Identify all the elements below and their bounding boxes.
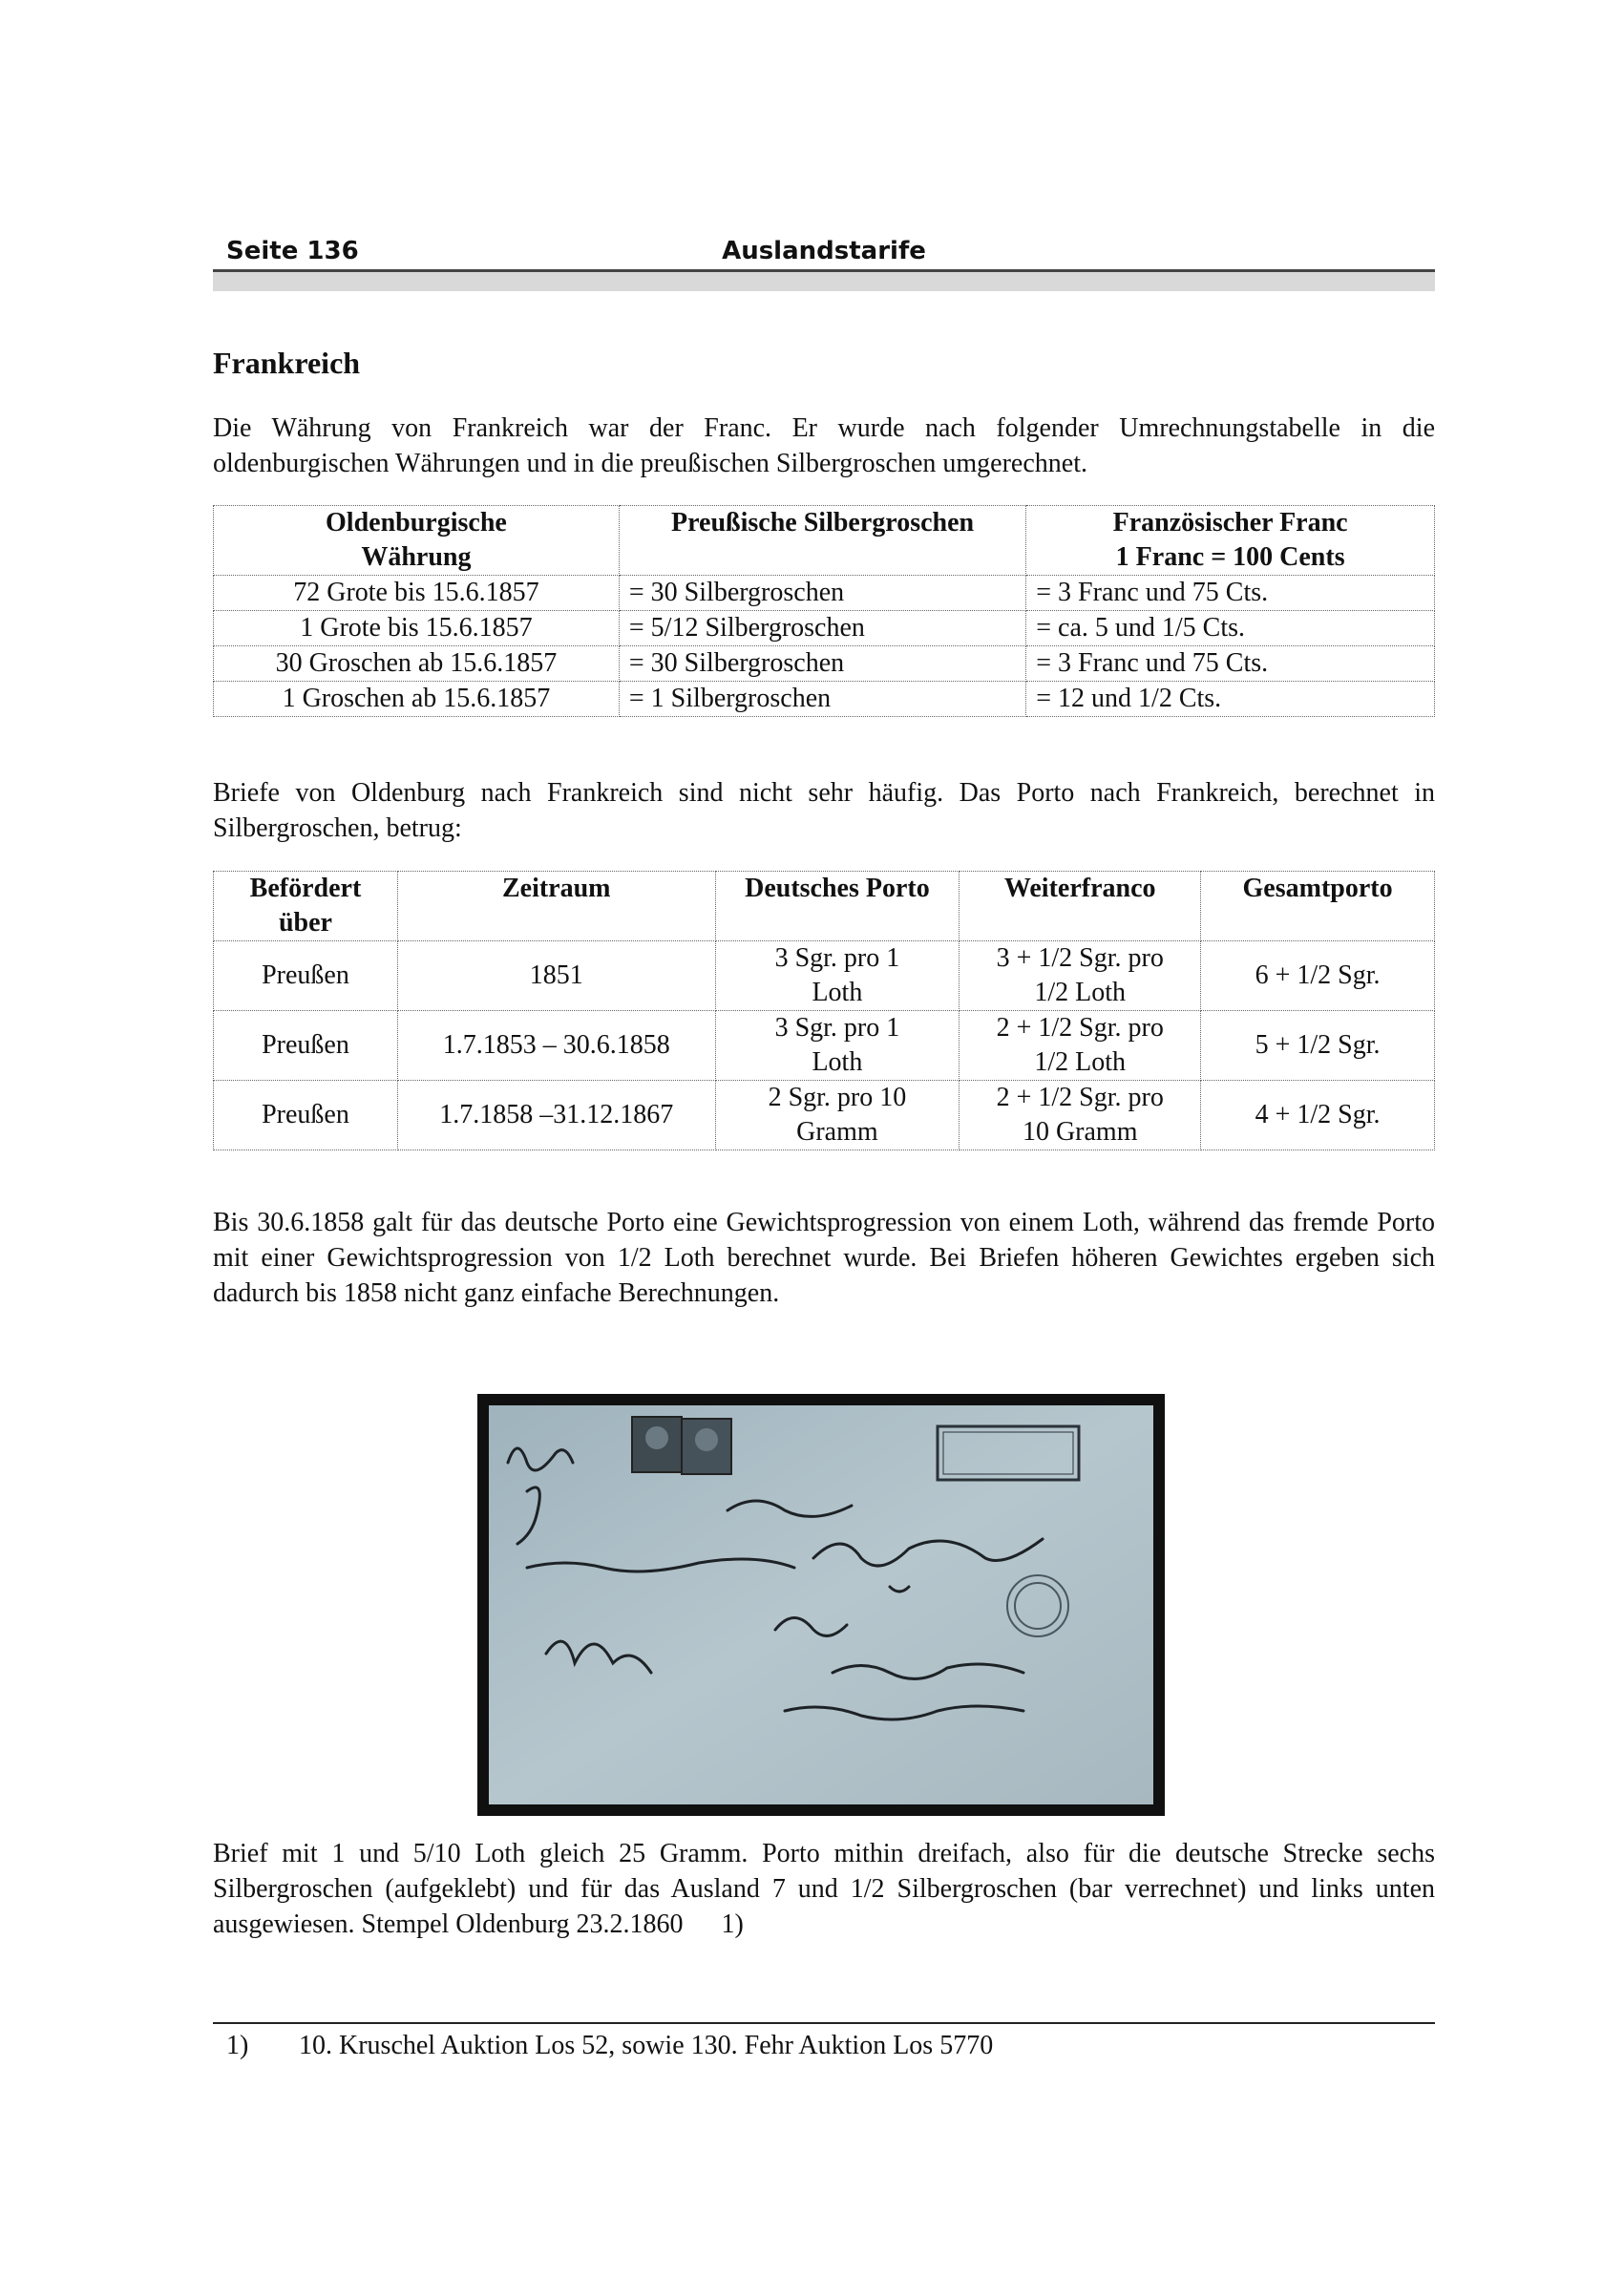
table-cell: 2 Sgr. pro 10 Gramm <box>715 1081 960 1150</box>
column-header: Gesamtporto <box>1201 872 1435 941</box>
table-cell: 1 Groschen ab 15.6.1857 <box>214 682 620 717</box>
column-header: Preußische Silbergroschen <box>619 506 1025 576</box>
table-cell: = 12 und 1/2 Cts. <box>1026 682 1435 717</box>
table-row <box>214 941 1435 1011</box>
table-cell: 1.7.1858 –31.12.1867 <box>397 1081 715 1150</box>
footnote <box>213 2028 993 2063</box>
table-cell: = 30 Silbergroschen <box>619 646 1025 682</box>
table-row <box>214 1011 1435 1081</box>
column-header: Weiterfranco <box>960 872 1201 941</box>
footnote-rule <box>213 2022 1435 2024</box>
table-cell: = ca. 5 und 1/5 Cts. <box>1026 611 1435 646</box>
table-row <box>214 611 1435 646</box>
table-cell: 3 Sgr. pro 1 Loth <box>715 941 960 1011</box>
footnote-number: 1) <box>226 2031 249 2060</box>
table-cell: 6 + 1/2 Sgr. <box>1201 941 1435 1011</box>
section-title: Frankreich <box>213 346 361 380</box>
table-cell: = 30 Silbergroschen <box>619 576 1025 611</box>
table-cell: 3 + 1/2 Sgr. pro 1/2 Loth <box>960 941 1201 1011</box>
letter-image <box>489 1405 1153 1804</box>
table-cell: = 3 Franc und 75 Cts. <box>1026 646 1435 682</box>
footnote-reference: 1) <box>721 1909 744 1939</box>
table-row <box>214 646 1435 682</box>
letter-paper <box>489 1405 1153 1804</box>
column-header: Deutsches Porto <box>715 872 960 941</box>
weight-progression-paragraph: Bis 30.6.1858 galt für das deutsche Porto eine Gewichtsprogression von einem Loth, während das fremde Porto mit einer Gewichtsprogression von 1/2 Loth berechnet wurde. Bei Briefen höheren Gewichtes ergeben sich dadurch bis 1858 nicht ganz einfache Berechnungen. <box>213 1208 1435 1308</box>
table-cell: 2 + 1/2 Sgr. pro 10 Gramm <box>960 1081 1201 1150</box>
caption-text: Brief mit 1 und 5/10 Loth gleich 25 Gramm. Porto mithin dreifach, also für die deutsche Strecke sechs Silbergroschen (aufgeklebt) und für das Ausland 7 und 1/2 Silbergroschen (bar verrechnet) und links unten ausgewiesen. Stempel Oldenburg 23.2.1860 <box>213 1839 1435 1939</box>
table-cell: 1 Grote bis 15.6.1857 <box>214 611 620 646</box>
column-header: Oldenburgische Währung <box>214 506 620 576</box>
table-header-row <box>214 506 1435 576</box>
postage-stamps <box>632 1417 731 1474</box>
column-header: Zeitraum <box>397 872 715 941</box>
intro-paragraph: Die Währung von Frankreich war der Franc. Er wurde nach folgender Umrechnungstabelle in die oldenburgischen Währungen und in die preußischen Silbergroschen umgerechnet. <box>213 413 1435 478</box>
table-cell: Preußen <box>214 1011 398 1081</box>
table-cell: 1851 <box>397 941 715 1011</box>
column-header: Befördert über <box>214 872 398 941</box>
table-cell: Preußen <box>214 941 398 1011</box>
table-cell: 5 + 1/2 Sgr. <box>1201 1011 1435 1081</box>
table-cell: 30 Groschen ab 15.6.1857 <box>214 646 620 682</box>
page-header <box>213 233 1435 271</box>
table-cell: = 1 Silbergroschen <box>619 682 1025 717</box>
header-title: Auslandstarife <box>722 237 926 265</box>
photo-caption <box>213 1836 1435 1942</box>
footnote-text: 10. Kruschel Auktion Los 52, sowie 130. Fehr Auktion Los 5770 <box>299 2031 994 2060</box>
table-cell: 72 Grote bis 15.6.1857 <box>214 576 620 611</box>
table-cell: 4 + 1/2 Sgr. <box>1201 1081 1435 1150</box>
page-number: Seite 136 <box>226 237 359 265</box>
conversion-table <box>213 505 1435 717</box>
header-rule <box>213 269 1435 291</box>
table-cell: = 5/12 Silbergroschen <box>619 611 1025 646</box>
table-cell: = 3 Franc und 75 Cts. <box>1026 576 1435 611</box>
table-header-row <box>214 872 1435 941</box>
table-row <box>214 682 1435 717</box>
tariff-table <box>213 871 1435 1150</box>
table-cell: 1.7.1853 – 30.6.1858 <box>397 1011 715 1081</box>
table-cell: Preußen <box>214 1081 398 1150</box>
postage-intro-paragraph: Briefe von Oldenburg nach Frankreich sind nicht sehr häufig. Das Porto nach Frankreich, berechnet in Silbergroschen, betrug: <box>213 778 1435 843</box>
letter-photograph <box>477 1394 1165 1816</box>
table-row <box>214 1081 1435 1150</box>
table-cell: 2 + 1/2 Sgr. pro 1/2 Loth <box>960 1011 1201 1081</box>
table-cell: 3 Sgr. pro 1 Loth <box>715 1011 960 1081</box>
table-row <box>214 576 1435 611</box>
column-header: Französischer Franc 1 Franc = 100 Cents <box>1026 506 1435 576</box>
